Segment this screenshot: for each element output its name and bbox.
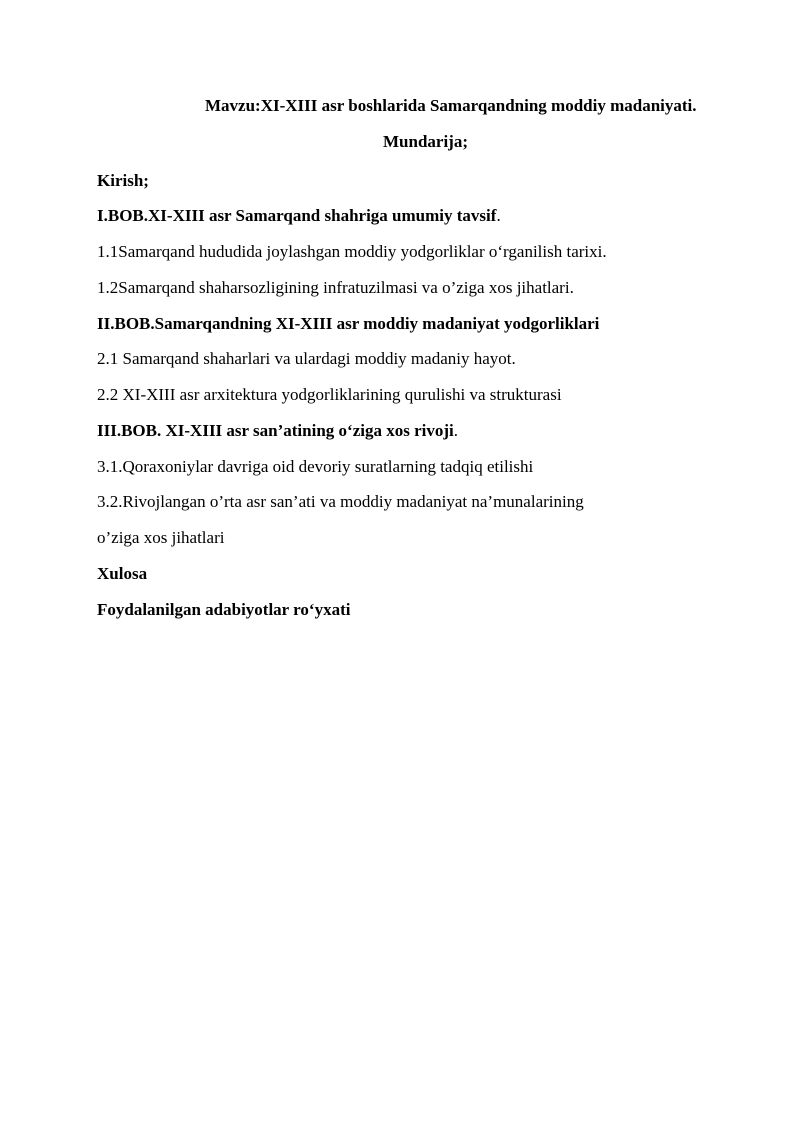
chapter3-title: III.BOB. XI-XIII asr san’atining o‘ziga xos rivoji xyxy=(97,421,454,440)
conclusion-entry: Xulosa xyxy=(97,564,148,583)
chapter1-entry xyxy=(97,205,501,227)
section-1-1: 1.1Samarqand hududida joylashgan moddiy yodgorliklar o‘rganilish tarixi. xyxy=(97,242,607,261)
section-3-2-continued: o’ziga xos jihatlari xyxy=(97,528,225,547)
intro-entry: Kirish; xyxy=(97,171,149,190)
contents-heading: Mundarija; xyxy=(383,132,468,151)
document-title: Mavzu:XI-XIII asr boshlarida Samarqandning moddiy madaniyati. xyxy=(205,96,697,115)
chapter1-title: I.BOB.XI-XIII asr Samarqand shahriga umumiy tavsif xyxy=(97,206,497,225)
section-2-2: 2.2 XI-XIII asr arxitektura yodgorliklarining qurulishi va strukturasi xyxy=(97,385,562,404)
chapter3-entry xyxy=(97,420,458,442)
references-entry: Foydalanilgan adabiyotlar ro‘yxati xyxy=(97,600,351,619)
chapter1-punct: . xyxy=(496,206,501,225)
chapter3-punct: . xyxy=(453,421,458,440)
chapter2-title: II.BOB.Samarqandning XI-XIII asr moddiy madaniyat yodgorliklari xyxy=(97,314,600,333)
section-3-2: 3.2.Rivojlangan o’rta asr san’ati va moddiy madaniyat na’munalarining xyxy=(97,492,584,511)
section-1-2: 1.2Samarqand shaharsozligining infratuzilmasi va o’ziga xos jihatlari. xyxy=(97,278,574,297)
section-3-1: 3.1.Qoraxoniylar davriga oid devoriy suratlarning tadqiq etilishi xyxy=(97,457,534,476)
section-2-1: 2.1 Samarqand shaharlari va ulardagi moddiy madaniy hayot. xyxy=(97,349,516,368)
